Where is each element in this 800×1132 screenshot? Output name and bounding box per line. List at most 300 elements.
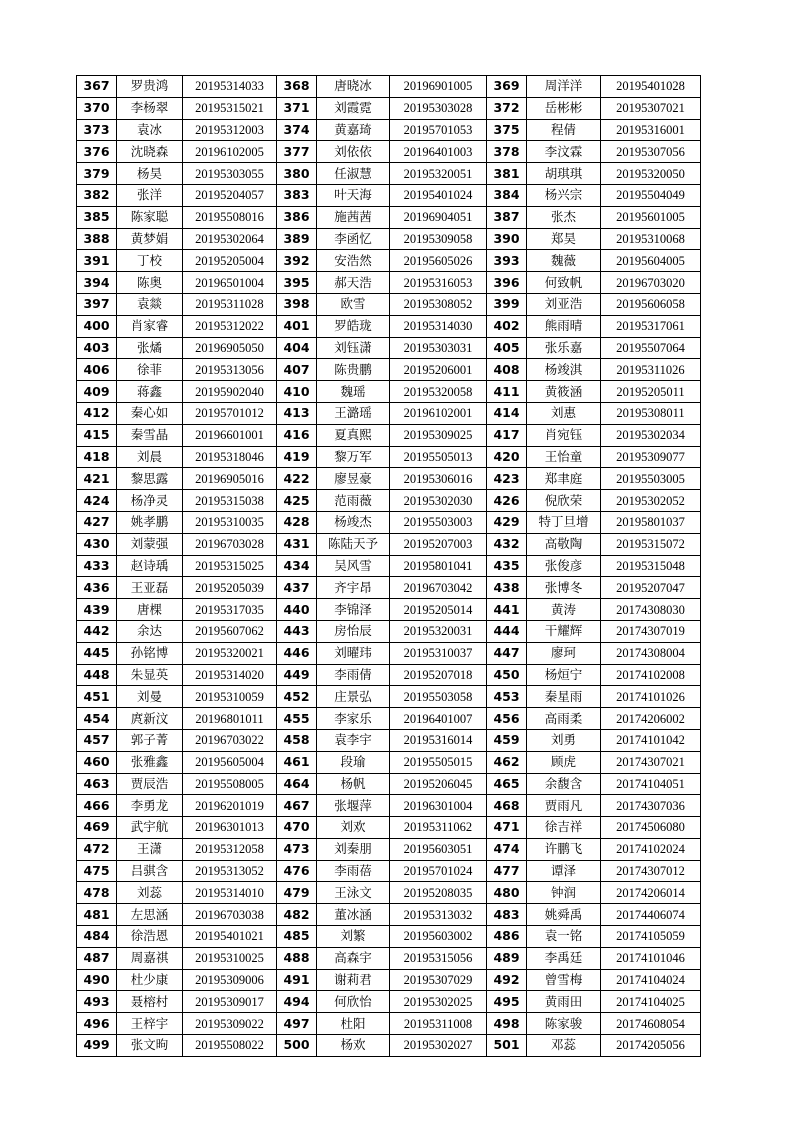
student-name: 杜阳 bbox=[317, 1013, 390, 1035]
student-name: 朱显英 bbox=[117, 664, 183, 686]
student-id: 20195315021 bbox=[183, 97, 277, 119]
student-id: 20174101026 bbox=[601, 686, 701, 708]
entry-number: 500 bbox=[277, 1035, 317, 1057]
entry-number: 429 bbox=[487, 511, 527, 533]
student-id: 20196905016 bbox=[183, 468, 277, 490]
student-name: 王怡童 bbox=[527, 446, 601, 468]
student-name: 郑聿庭 bbox=[527, 468, 601, 490]
table-row bbox=[77, 533, 701, 555]
student-id: 20195606058 bbox=[601, 293, 701, 315]
student-name: 李禹廷 bbox=[527, 947, 601, 969]
student-name: 王潞瑶 bbox=[317, 402, 390, 424]
student-name: 贾辰浩 bbox=[117, 773, 183, 795]
entry-number: 392 bbox=[277, 250, 317, 272]
entry-number: 393 bbox=[487, 250, 527, 272]
student-id: 20174307019 bbox=[601, 620, 701, 642]
entry-number: 390 bbox=[487, 228, 527, 250]
student-name: 施茜茜 bbox=[317, 206, 390, 228]
table-row bbox=[77, 642, 701, 664]
student-id: 20195206001 bbox=[390, 359, 487, 381]
entry-number: 467 bbox=[277, 795, 317, 817]
entry-number: 428 bbox=[277, 511, 317, 533]
student-id: 20196102005 bbox=[183, 141, 277, 163]
student-name: 秦雪晶 bbox=[117, 424, 183, 446]
table-row bbox=[77, 1013, 701, 1035]
student-name: 蒋鑫 bbox=[117, 381, 183, 403]
student-id: 20195607062 bbox=[183, 620, 277, 642]
student-id: 20195310025 bbox=[183, 947, 277, 969]
student-name: 贾雨凡 bbox=[527, 795, 601, 817]
student-id: 20195314030 bbox=[390, 315, 487, 337]
student-name: 王亚磊 bbox=[117, 577, 183, 599]
table-row bbox=[77, 664, 701, 686]
entry-number: 495 bbox=[487, 991, 527, 1013]
student-id: 20195701024 bbox=[390, 860, 487, 882]
student-id: 20195314020 bbox=[183, 664, 277, 686]
student-name: 刘曼 bbox=[117, 686, 183, 708]
table-row bbox=[77, 817, 701, 839]
entry-number: 482 bbox=[277, 904, 317, 926]
student-id: 20174102008 bbox=[601, 664, 701, 686]
student-name: 邓蕊 bbox=[527, 1035, 601, 1057]
entry-number: 441 bbox=[487, 599, 527, 621]
entry-number: 496 bbox=[77, 1013, 117, 1035]
table-row bbox=[77, 97, 701, 119]
student-name: 杨昊 bbox=[117, 163, 183, 185]
entry-number: 494 bbox=[277, 991, 317, 1013]
entry-number: 395 bbox=[277, 272, 317, 294]
entry-number: 406 bbox=[77, 359, 117, 381]
student-name: 李家乐 bbox=[317, 708, 390, 730]
entry-number: 368 bbox=[277, 76, 317, 98]
entry-number: 438 bbox=[487, 577, 527, 599]
student-id: 20195307056 bbox=[601, 141, 701, 163]
entry-number: 380 bbox=[277, 163, 317, 185]
student-id: 20174101042 bbox=[601, 729, 701, 751]
table-row bbox=[77, 1035, 701, 1057]
student-id: 20196401003 bbox=[390, 141, 487, 163]
entry-number: 376 bbox=[77, 141, 117, 163]
table-row bbox=[77, 577, 701, 599]
student-id: 20195508022 bbox=[183, 1035, 277, 1057]
table-row bbox=[77, 926, 701, 948]
entry-number: 460 bbox=[77, 751, 117, 773]
student-name: 刘蒙强 bbox=[117, 533, 183, 555]
student-id: 20195312058 bbox=[183, 838, 277, 860]
entry-number: 498 bbox=[487, 1013, 527, 1035]
student-name: 魏薇 bbox=[527, 250, 601, 272]
student-id: 20195205011 bbox=[601, 381, 701, 403]
entry-number: 462 bbox=[487, 751, 527, 773]
entry-number: 379 bbox=[77, 163, 117, 185]
student-name: 特丁旦增 bbox=[527, 511, 601, 533]
entry-number: 459 bbox=[487, 729, 527, 751]
student-id: 20196501004 bbox=[183, 272, 277, 294]
student-name: 陈家骏 bbox=[527, 1013, 601, 1035]
student-name: 岳彬彬 bbox=[527, 97, 601, 119]
entry-number: 401 bbox=[277, 315, 317, 337]
student-name: 黄雨田 bbox=[527, 991, 601, 1013]
student-name: 李雨蓓 bbox=[317, 860, 390, 882]
entry-number: 464 bbox=[277, 773, 317, 795]
student-id: 20195701053 bbox=[390, 119, 487, 141]
entry-number: 404 bbox=[277, 337, 317, 359]
table-row bbox=[77, 141, 701, 163]
student-name: 沈晓森 bbox=[117, 141, 183, 163]
student-name: 刘依依 bbox=[317, 141, 390, 163]
table-row bbox=[77, 250, 701, 272]
entry-number: 451 bbox=[77, 686, 117, 708]
student-id: 20174205056 bbox=[601, 1035, 701, 1057]
student-id: 20195315072 bbox=[601, 533, 701, 555]
student-id: 20195603051 bbox=[390, 838, 487, 860]
student-id: 20174206002 bbox=[601, 708, 701, 730]
student-id: 20195315056 bbox=[390, 947, 487, 969]
student-name: 黎万军 bbox=[317, 446, 390, 468]
entry-number: 423 bbox=[487, 468, 527, 490]
table-row bbox=[77, 947, 701, 969]
entry-number: 469 bbox=[77, 817, 117, 839]
student-name: 杨竣淇 bbox=[527, 359, 601, 381]
student-id: 20195401021 bbox=[183, 926, 277, 948]
student-id: 20195308052 bbox=[390, 293, 487, 315]
entry-number: 405 bbox=[487, 337, 527, 359]
student-name: 郑昊 bbox=[527, 228, 601, 250]
table-row bbox=[77, 446, 701, 468]
entry-number: 410 bbox=[277, 381, 317, 403]
student-name: 李勇龙 bbox=[117, 795, 183, 817]
student-name: 李雨倩 bbox=[317, 664, 390, 686]
student-name: 刘秦朋 bbox=[317, 838, 390, 860]
entry-number: 478 bbox=[77, 882, 117, 904]
student-id: 20195311008 bbox=[390, 1013, 487, 1035]
entry-number: 394 bbox=[77, 272, 117, 294]
student-name: 刘霞霓 bbox=[317, 97, 390, 119]
entry-number: 483 bbox=[487, 904, 527, 926]
student-id: 20195314033 bbox=[183, 76, 277, 98]
student-name: 何欣怡 bbox=[317, 991, 390, 1013]
student-id: 20174308004 bbox=[601, 642, 701, 664]
table-row bbox=[77, 490, 701, 512]
student-name: 干耀辉 bbox=[527, 620, 601, 642]
entry-number: 457 bbox=[77, 729, 117, 751]
student-id: 20195310059 bbox=[183, 686, 277, 708]
table-row bbox=[77, 424, 701, 446]
student-id: 20195503005 bbox=[601, 468, 701, 490]
entry-number: 398 bbox=[277, 293, 317, 315]
student-name: 杨欢 bbox=[317, 1035, 390, 1057]
student-name: 廖昱豪 bbox=[317, 468, 390, 490]
student-name: 刘繁 bbox=[317, 926, 390, 948]
table-row bbox=[77, 599, 701, 621]
student-name: 杨净灵 bbox=[117, 490, 183, 512]
table-row bbox=[77, 838, 701, 860]
entry-number: 476 bbox=[277, 860, 317, 882]
student-id: 20196703042 bbox=[390, 577, 487, 599]
student-id: 20195317061 bbox=[601, 315, 701, 337]
student-id: 20195320051 bbox=[390, 163, 487, 185]
student-name: 张洋 bbox=[117, 184, 183, 206]
entry-number: 388 bbox=[77, 228, 117, 250]
entry-number: 412 bbox=[77, 402, 117, 424]
student-name: 徐菲 bbox=[117, 359, 183, 381]
entry-number: 456 bbox=[487, 708, 527, 730]
entry-number: 433 bbox=[77, 555, 117, 577]
student-name: 廖珂 bbox=[527, 642, 601, 664]
table-row bbox=[77, 206, 701, 228]
entry-number: 439 bbox=[77, 599, 117, 621]
entry-number: 489 bbox=[487, 947, 527, 969]
entry-number: 418 bbox=[77, 446, 117, 468]
student-name: 徐浩恩 bbox=[117, 926, 183, 948]
student-name: 刘欢 bbox=[317, 817, 390, 839]
entry-number: 427 bbox=[77, 511, 117, 533]
table-row bbox=[77, 228, 701, 250]
student-id: 20195309025 bbox=[390, 424, 487, 446]
entry-number: 370 bbox=[77, 97, 117, 119]
student-name: 姚舜禹 bbox=[527, 904, 601, 926]
student-name: 周嘉祺 bbox=[117, 947, 183, 969]
table-row bbox=[77, 904, 701, 926]
entry-number: 371 bbox=[277, 97, 317, 119]
student-id: 20195303028 bbox=[390, 97, 487, 119]
student-name: 罗皓珑 bbox=[317, 315, 390, 337]
student-id: 20174608054 bbox=[601, 1013, 701, 1035]
entry-number: 396 bbox=[487, 272, 527, 294]
entry-number: 455 bbox=[277, 708, 317, 730]
student-id: 20195311028 bbox=[183, 293, 277, 315]
student-name: 陈贵鹏 bbox=[317, 359, 390, 381]
student-name: 秦星雨 bbox=[527, 686, 601, 708]
table-row bbox=[77, 620, 701, 642]
student-name: 黄涛 bbox=[527, 599, 601, 621]
student-name: 杨烜宁 bbox=[527, 664, 601, 686]
entry-number: 442 bbox=[77, 620, 117, 642]
student-name: 李锦泽 bbox=[317, 599, 390, 621]
entry-number: 384 bbox=[487, 184, 527, 206]
student-name: 唐棵 bbox=[117, 599, 183, 621]
table-row bbox=[77, 184, 701, 206]
table-row bbox=[77, 751, 701, 773]
student-id: 20174104051 bbox=[601, 773, 701, 795]
student-id: 20195320050 bbox=[601, 163, 701, 185]
student-id: 20195303055 bbox=[183, 163, 277, 185]
entry-number: 452 bbox=[277, 686, 317, 708]
student-id: 20195302064 bbox=[183, 228, 277, 250]
student-id: 20195306016 bbox=[390, 468, 487, 490]
student-id: 20195302030 bbox=[390, 490, 487, 512]
student-id: 20196901005 bbox=[390, 76, 487, 98]
student-id: 20174506080 bbox=[601, 817, 701, 839]
entry-number: 448 bbox=[77, 664, 117, 686]
student-id: 20195310035 bbox=[183, 511, 277, 533]
student-id: 20195801041 bbox=[390, 555, 487, 577]
student-id: 20195320031 bbox=[390, 620, 487, 642]
table-row bbox=[77, 686, 701, 708]
student-id: 20195902040 bbox=[183, 381, 277, 403]
student-id: 20195505013 bbox=[390, 446, 487, 468]
entry-number: 397 bbox=[77, 293, 117, 315]
student-name: 魏瑶 bbox=[317, 381, 390, 403]
student-id: 20195302025 bbox=[390, 991, 487, 1013]
student-id: 20195507064 bbox=[601, 337, 701, 359]
entry-number: 475 bbox=[77, 860, 117, 882]
entry-number: 481 bbox=[77, 904, 117, 926]
student-id: 20174206014 bbox=[601, 882, 701, 904]
entry-number: 458 bbox=[277, 729, 317, 751]
student-id: 20195315025 bbox=[183, 555, 277, 577]
entry-number: 450 bbox=[487, 664, 527, 686]
student-id: 20196601001 bbox=[183, 424, 277, 446]
student-name: 杜少康 bbox=[117, 969, 183, 991]
student-id: 20195204057 bbox=[183, 184, 277, 206]
student-name: 谭泽 bbox=[527, 860, 601, 882]
student-id: 20174104025 bbox=[601, 991, 701, 1013]
student-id: 20195302027 bbox=[390, 1035, 487, 1057]
student-id: 20196102001 bbox=[390, 402, 487, 424]
student-name: 许鹏飞 bbox=[527, 838, 601, 860]
student-id: 20196703028 bbox=[183, 533, 277, 555]
student-id: 20195401028 bbox=[601, 76, 701, 98]
student-name: 刘惠 bbox=[527, 402, 601, 424]
student-id: 20195508016 bbox=[183, 206, 277, 228]
entry-number: 369 bbox=[487, 76, 527, 98]
student-name: 刘钰潇 bbox=[317, 337, 390, 359]
entry-number: 461 bbox=[277, 751, 317, 773]
entry-number: 437 bbox=[277, 577, 317, 599]
student-name: 高雨柔 bbox=[527, 708, 601, 730]
entry-number: 492 bbox=[487, 969, 527, 991]
student-id: 20195316001 bbox=[601, 119, 701, 141]
student-name: 李汶霖 bbox=[527, 141, 601, 163]
student-name: 袁一铭 bbox=[527, 926, 601, 948]
entry-number: 381 bbox=[487, 163, 527, 185]
entry-number: 488 bbox=[277, 947, 317, 969]
entry-number: 493 bbox=[77, 991, 117, 1013]
student-id: 20195311062 bbox=[390, 817, 487, 839]
student-id: 20195309022 bbox=[183, 1013, 277, 1035]
student-name: 袁李宇 bbox=[317, 729, 390, 751]
entry-number: 431 bbox=[277, 533, 317, 555]
student-name: 左思涵 bbox=[117, 904, 183, 926]
entry-number: 416 bbox=[277, 424, 317, 446]
entry-number: 414 bbox=[487, 402, 527, 424]
entry-number: 497 bbox=[277, 1013, 317, 1035]
entry-number: 466 bbox=[77, 795, 117, 817]
student-id: 20195701012 bbox=[183, 402, 277, 424]
student-id: 20195309017 bbox=[183, 991, 277, 1013]
student-id: 20195316014 bbox=[390, 729, 487, 751]
student-id: 20195313056 bbox=[183, 359, 277, 381]
student-name: 程倩 bbox=[527, 119, 601, 141]
student-id: 20195503058 bbox=[390, 686, 487, 708]
entry-number: 474 bbox=[487, 838, 527, 860]
student-id: 20195302034 bbox=[601, 424, 701, 446]
student-id: 20196301004 bbox=[390, 795, 487, 817]
student-name: 袁冰 bbox=[117, 119, 183, 141]
entry-number: 373 bbox=[77, 119, 117, 141]
entry-number: 399 bbox=[487, 293, 527, 315]
entry-number: 377 bbox=[277, 141, 317, 163]
student-name: 高敬陶 bbox=[527, 533, 601, 555]
student-name: 任淑慧 bbox=[317, 163, 390, 185]
table-row bbox=[77, 729, 701, 751]
student-id: 20195208035 bbox=[390, 882, 487, 904]
student-id: 20195205039 bbox=[183, 577, 277, 599]
student-id: 20195315038 bbox=[183, 490, 277, 512]
entry-number: 436 bbox=[77, 577, 117, 599]
student-id: 20195503003 bbox=[390, 511, 487, 533]
student-name: 武宇航 bbox=[117, 817, 183, 839]
student-id: 20195603002 bbox=[390, 926, 487, 948]
entry-number: 443 bbox=[277, 620, 317, 642]
student-id: 20195318046 bbox=[183, 446, 277, 468]
entry-number: 417 bbox=[487, 424, 527, 446]
student-name: 徐吉祥 bbox=[527, 817, 601, 839]
student-name: 余馥含 bbox=[527, 773, 601, 795]
entry-number: 413 bbox=[277, 402, 317, 424]
student-id: 20195605026 bbox=[390, 250, 487, 272]
student-id: 20195317035 bbox=[183, 599, 277, 621]
student-name: 范雨薇 bbox=[317, 490, 390, 512]
entry-number: 386 bbox=[277, 206, 317, 228]
student-name: 李函忆 bbox=[317, 228, 390, 250]
student-id: 20195604005 bbox=[601, 250, 701, 272]
student-id: 20195320058 bbox=[390, 381, 487, 403]
entry-number: 402 bbox=[487, 315, 527, 337]
student-name: 陈陆天予 bbox=[317, 533, 390, 555]
student-name: 吴风雪 bbox=[317, 555, 390, 577]
student-id: 20174307012 bbox=[601, 860, 701, 882]
student-name: 张堰萍 bbox=[317, 795, 390, 817]
student-name: 肖家睿 bbox=[117, 315, 183, 337]
entry-number: 468 bbox=[487, 795, 527, 817]
entry-number: 445 bbox=[77, 642, 117, 664]
student-name: 肖宛钰 bbox=[527, 424, 601, 446]
student-name: 陈家聪 bbox=[117, 206, 183, 228]
student-id: 20195207003 bbox=[390, 533, 487, 555]
student-id: 20195310037 bbox=[390, 642, 487, 664]
student-name: 齐宇昂 bbox=[317, 577, 390, 599]
table-row bbox=[77, 119, 701, 141]
student-name: 顾虎 bbox=[527, 751, 601, 773]
entry-number: 485 bbox=[277, 926, 317, 948]
student-id: 20195311026 bbox=[601, 359, 701, 381]
entry-number: 444 bbox=[487, 620, 527, 642]
student-name: 欧雪 bbox=[317, 293, 390, 315]
entry-number: 387 bbox=[487, 206, 527, 228]
student-name: 杨兴宗 bbox=[527, 184, 601, 206]
student-name: 吕骐含 bbox=[117, 860, 183, 882]
student-id: 20196703020 bbox=[601, 272, 701, 294]
entry-number: 491 bbox=[277, 969, 317, 991]
student-id: 20195205014 bbox=[390, 599, 487, 621]
entry-number: 400 bbox=[77, 315, 117, 337]
entry-number: 486 bbox=[487, 926, 527, 948]
table-row bbox=[77, 163, 701, 185]
entry-number: 453 bbox=[487, 686, 527, 708]
student-id: 20195308011 bbox=[601, 402, 701, 424]
table-row bbox=[77, 882, 701, 904]
entry-number: 378 bbox=[487, 141, 527, 163]
table-row bbox=[77, 315, 701, 337]
entry-number: 421 bbox=[77, 468, 117, 490]
student-id: 20195207018 bbox=[390, 664, 487, 686]
table-row bbox=[77, 468, 701, 490]
student-name: 黎思露 bbox=[117, 468, 183, 490]
entry-number: 367 bbox=[77, 76, 117, 98]
entry-number: 403 bbox=[77, 337, 117, 359]
